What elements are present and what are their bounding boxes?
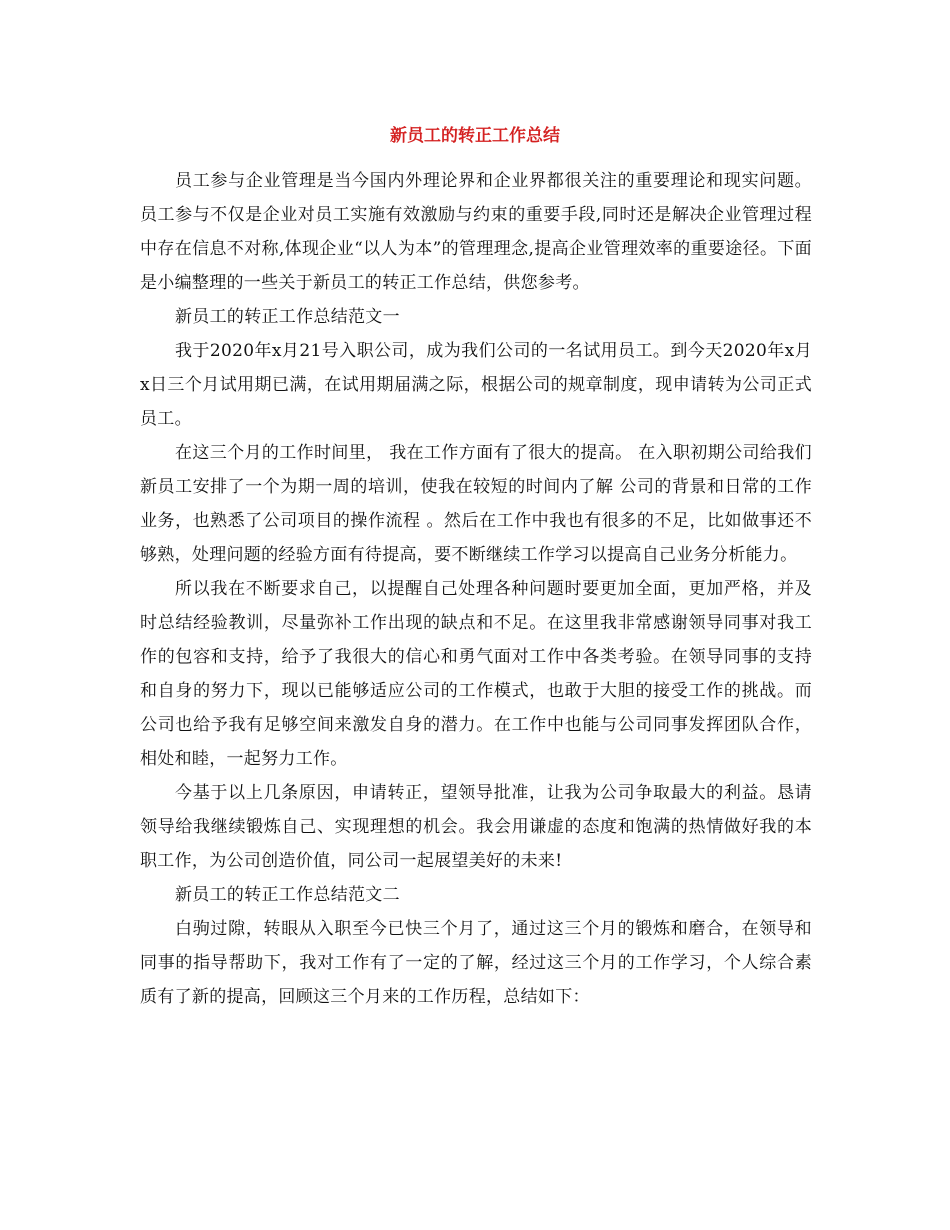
intro-paragraph: 员工参与企业管理是当今国内外理论界和企业界都很关注的重要理论和现实问题。员工参与不仅是企业对员工实施有效激励与约束的重要手段,同时还是解决企业管理过程中存在信息不对称,体现企业“以人为本”的管理理念,提高企业管理效率的重要途径。下面是小编整理的一些关于新员工的转正工作总结，供您参考。: [140, 171, 812, 293]
body-paragraph: 今基于以上几条原因，申请转正，望领导批准，让我为公司争取最大的利益。恳请领导给我继续锻炼自己、实现理想的机会。我会用谦虚的态度和饱满的热情做好我的本职工作，为公司创造价值，同公司一起展望美好的未来!: [140, 783, 812, 871]
body-paragraph: 所以我在不断要求自己，以提醒自己处理各种问题时要更加全面，更加严格，并及时总结经验教训，尽量弥补工作出现的缺点和不足。在这里我非常感谢领导同事对我工作的包容和支持，给予了我很大的信心和勇气面对工作中各类考验。在领导同事的支持和自身的努力下，现以已能够适应公司的工作模式，也敢于大胆的接受工作的挑战。而公司也给予我有足够空间来激发自身的潜力。在工作中也能与公司同事发挥团队合作，相处和睦，一起努力工作。: [140, 579, 812, 769]
section-heading-sample-two: 新员工的转正工作总结范文二: [175, 885, 400, 905]
body-paragraph: 在这三个月的工作时间里， 我在工作方面有了很大的提高。 在入职初期公司给我们新员工安排了一个为期一周的培训，使我在较短的时间内了解 公司的背景和日常的工作业务，也熟悉了公司项目的操作流程 。然后在工作中我也有很多的不足，比如做事还不够熟，处理问题的经验方面有待提高，要不断继续工作学习以提高自己业务分析能力。: [140, 443, 812, 565]
document-body: [140, 164, 812, 1014]
document-title: 新员工的转正工作总结: [390, 126, 560, 146]
body-paragraph: 白驹过隙，转眼从入职至今已快三个月了，通过这三个月的锻炼和磨合，在领导和同事的指导帮助下，我对工作有了一定的了解，经过这三个月的工作学习，个人综合素质有了新的提高，回顾这三个月来的工作历程，总结如下：: [140, 919, 812, 1007]
body-paragraph: 我于2020年x月21号入职公司，成为我们公司的一名试用员工。到今天2020年x月x日三个月试用期已满，在试用期届满之际，根据公司的规章制度，现申请转为公司正式员工。: [140, 341, 812, 429]
section-heading-sample-one: 新员工的转正工作总结范文一: [175, 307, 400, 327]
